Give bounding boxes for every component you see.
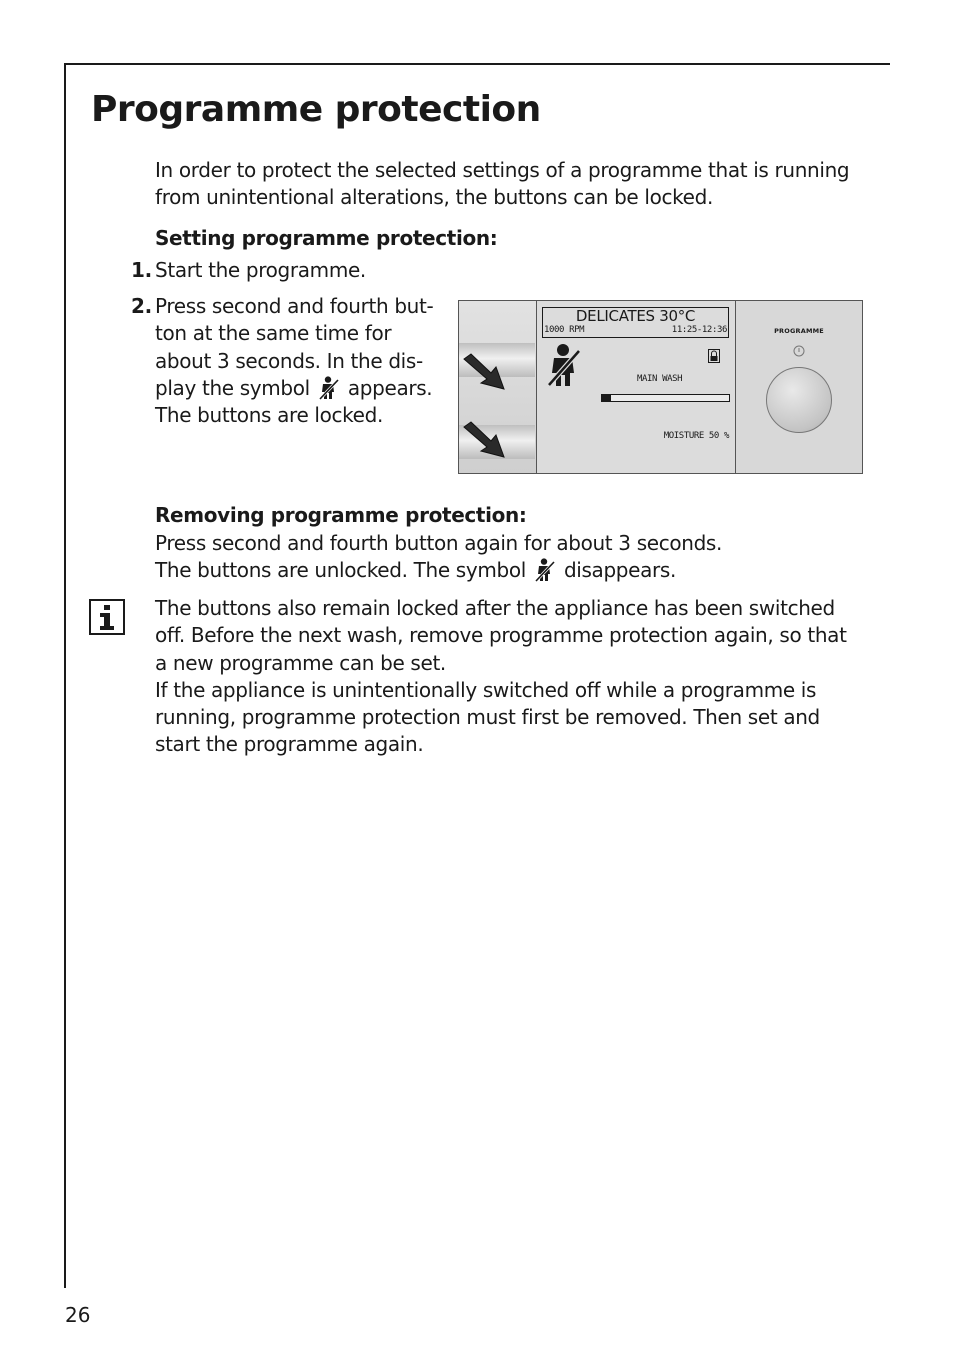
page-frame-left	[64, 63, 66, 1288]
power-icon	[793, 345, 805, 357]
removing-text: Press second and fourth button again for about 3 seconds. The buttons are unlocked. The symbol disappears.	[155, 531, 722, 583]
page-title: Programme protection	[91, 89, 541, 130]
programme-knob	[766, 367, 832, 433]
display-moisture: MOISTURE 50 %	[663, 431, 729, 441]
child-lock-icon	[316, 376, 342, 400]
display-time: 11:25-12:36	[671, 325, 727, 335]
button-column	[459, 301, 537, 473]
display-rpm: 1000 RPM	[544, 325, 585, 335]
child-lock-icon	[546, 343, 582, 387]
arrow-icon	[461, 421, 507, 461]
programme-selector	[736, 301, 862, 473]
control-panel-figure	[458, 300, 863, 474]
knob-label: PROGRAMME	[774, 327, 824, 335]
intro-paragraph: In order to protect the selected settings of a programme that is running from unintentional alterations, the buttons can be locked.	[155, 158, 850, 210]
display-header	[542, 307, 729, 338]
note-paragraph: The buttons also remain locked after the appliance has been switched off. Before the next wash, remove programme protection again, so that a new programme can be set. If the appliance is unintentionally switched off while a programme is running, programme protection must first be removed. Then set and start the programme again.	[155, 596, 847, 757]
progress-fill	[602, 395, 611, 401]
child-lock-icon	[532, 558, 558, 582]
page-frame-top	[64, 63, 890, 65]
progress-bar	[601, 394, 730, 402]
arrow-icon	[461, 353, 507, 393]
display-programme: DELICATES 30°C	[575, 307, 696, 325]
setting-heading: Setting programme protection:	[155, 226, 498, 250]
step-number: 2.	[131, 294, 152, 318]
step-1-text: Start the programme.	[155, 258, 366, 282]
page-number: 26	[65, 1303, 91, 1327]
lcd-display	[537, 301, 736, 473]
display-phase: MAIN WASH	[637, 374, 683, 384]
info-icon	[89, 599, 125, 635]
step-number: 1.	[131, 258, 152, 282]
step-2-text: Press second and fourth but- ton at the same time for about 3 seconds. In the dis- play the symbol appears. The buttons are locked.	[155, 294, 434, 428]
removing-heading: Removing programme protection:	[155, 503, 527, 527]
padlock-icon	[708, 349, 720, 363]
